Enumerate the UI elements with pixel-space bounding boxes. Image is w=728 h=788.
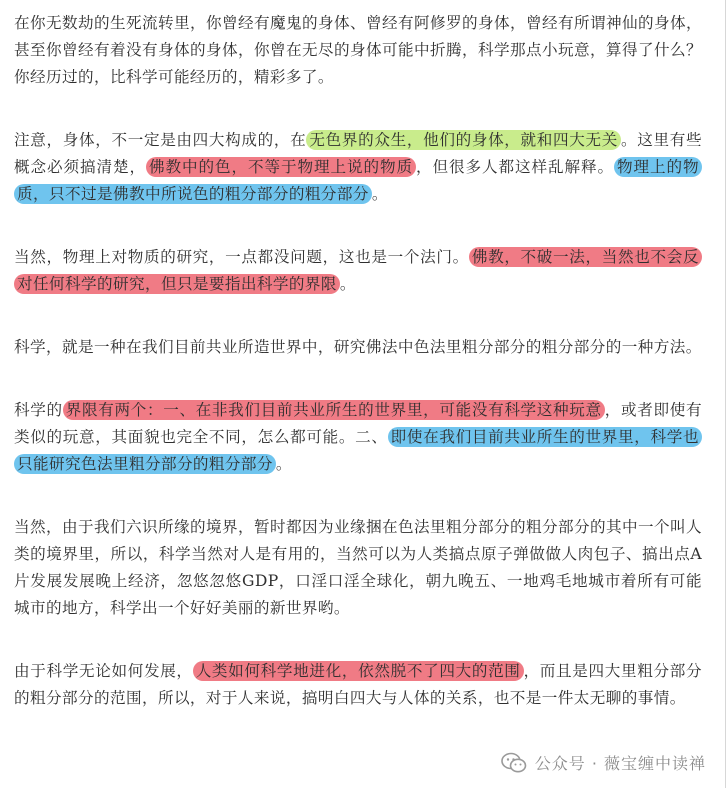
text-segment: 。 — [339, 275, 356, 293]
text-segment: 科学的 — [14, 401, 63, 419]
text-segment: 。这里有些概念必须搞清楚， — [14, 131, 702, 176]
paragraph — [14, 397, 702, 478]
highlight-red: 界限有两个：一、在非我们目前共业所生的世界里，可能没有科学这种玩意 — [63, 400, 605, 420]
text-segment: 当然，由于我们六识所缘的境界，暂时都因为业缘捆在色法里粗分部分的粗分部分的其中一个叫人类的境界里，所以，科学当然对人是有用的，当然可以为人类搞点原子弹做做人肉包子、搞出点A片发展发展晚上经济，忽悠忽悠GDP，口淫口淫全球化，朝九晚五、一地鸡毛地城市着所有可能城市的地方，科学出一个好好美丽的新世界哟。 — [14, 518, 702, 617]
paragraph — [14, 334, 702, 361]
page-border-line — [725, 0, 726, 788]
text-segment: 科学，就是一种在我们目前共业所造世界中，研究佛法中色法里粗分部分的粗分部分的一种方法。 — [14, 338, 702, 356]
highlight-red: 人类如何科学地进化，依然脱不了四大的范围 — [193, 661, 524, 681]
article-body — [14, 10, 702, 748]
highlight-blue: 物理上的物质，只不过是佛教中所说色的粗分部分的粗分部分 — [14, 157, 702, 204]
paragraph — [14, 10, 702, 91]
text-segment: ，而且是四大里粗分部分的粗分部分的范围，所以，对于人来说，搞明白四大与人体的关系，也不是一件太无聊的事情。 — [14, 662, 702, 707]
watermark — [501, 751, 706, 774]
highlight-blue: 即使在我们目前共业所生的世界里，科学也只能研究色法里粗分部分的粗分部分 — [14, 427, 702, 474]
watermark-text: 公众号 · 薇宝缠中读禅 — [534, 754, 706, 773]
text-segment: 在你无数劫的生死流转里，你曾经有魔鬼的身体、曾经有阿修罗的身体，曾经有所谓神仙的身体，甚至你曾经有着没有身体的身体，你曾在无尽的身体可能中折腾，科学那点小玩意，算得了什么？你经历过的，比科学可能经历的，精彩多了。 — [14, 14, 702, 86]
highlight-green: 无色界的众生，他们的身体，就和四大无关 — [306, 130, 621, 150]
text-segment: 由于科学无论如何发展， — [14, 662, 193, 680]
highlight-red: 佛教中的色，不等于物理上说的物质 — [146, 157, 416, 177]
paragraph — [14, 658, 702, 712]
text-segment: 当然，物理上对物质的研究，一点都没问题，这也是一个法门。 — [14, 248, 469, 266]
paragraph — [14, 127, 702, 208]
text-segment: 。 — [371, 185, 388, 203]
text-segment: 注意，身体，不一定是由四大构成的，在 — [14, 131, 307, 149]
paragraph — [14, 514, 702, 622]
text-segment: 。 — [275, 455, 292, 473]
wechat-icon — [501, 752, 527, 774]
highlight-red: 佛教，不破一法，当然也不会反对任何科学的研究，但只是要指出科学的界限 — [14, 247, 702, 294]
paragraph — [14, 244, 702, 298]
text-segment: ，或者即使有类似的玩意，其面貌也完全不同，怎么都可能。二、 — [14, 401, 702, 446]
text-segment: ，但很多人都这样乱解释。 — [416, 158, 614, 176]
